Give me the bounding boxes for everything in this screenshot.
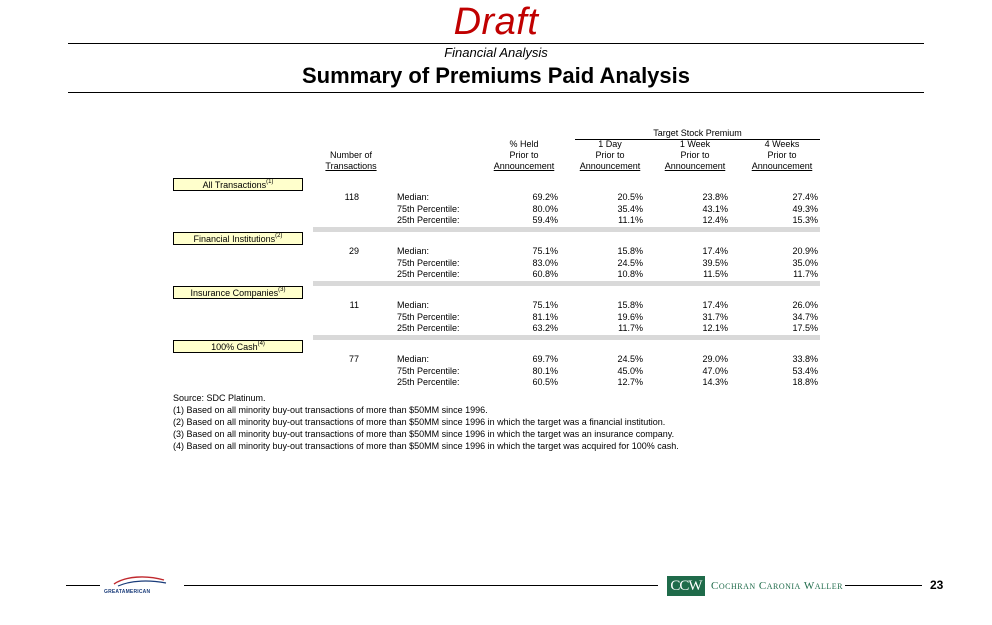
value-held: 59.4%	[532, 215, 558, 225]
draft-watermark: Draft	[453, 1, 539, 43]
stat-label: 25th Percentile:	[397, 269, 460, 279]
value-four-weeks: 33.8%	[792, 354, 818, 364]
logo-swoosh-red	[114, 577, 164, 584]
category-label-box	[173, 286, 303, 299]
value-held: 69.2%	[532, 192, 558, 202]
value-four-weeks: 53.4%	[792, 365, 818, 376]
category-label: Insurance Companies	[190, 288, 279, 298]
category-footnote-marker: (3)	[278, 287, 286, 293]
title-rule	[68, 92, 924, 93]
value-one-week: 14.3%	[702, 377, 728, 387]
footnote-line: (1) Based on all minority buy-out transactions of more than $50MM since 1996.	[173, 405, 488, 415]
stat-label: 75th Percentile:	[397, 311, 460, 322]
transaction-count: 29	[348, 246, 359, 256]
value-one-week: 43.1%	[702, 203, 728, 214]
value-four-weeks: 26.0%	[792, 300, 818, 310]
value-four-weeks: 18.8%	[792, 377, 818, 387]
value-four-weeks: 27.4%	[792, 192, 818, 202]
value-one-day: 35.4%	[617, 203, 643, 214]
value-four-weeks: 20.9%	[792, 246, 818, 256]
col-one-day-line1: 1 Day	[598, 139, 622, 149]
value-held: 80.1%	[532, 365, 558, 376]
section-separator-band	[313, 281, 820, 286]
col-held-line2: Prior to	[509, 150, 539, 160]
stat-label: 25th Percentile:	[397, 377, 460, 387]
stat-label: 75th Percentile:	[397, 365, 460, 376]
value-held: 83.0%	[532, 257, 558, 268]
value-four-weeks: 15.3%	[792, 215, 818, 225]
value-held: 75.1%	[532, 300, 558, 310]
stat-label: 25th Percentile:	[397, 323, 460, 333]
footer-rule-right	[845, 585, 922, 586]
footnote-line: (2) Based on all minority buy-out transactions of more than $50MM since 1996 in which the target was a financial institution.	[173, 417, 666, 427]
footnote-line: (3) Based on all minority buy-out transactions of more than $50MM since 1996 in which the target was an insurance company.	[173, 429, 675, 439]
logo-swoosh-blue	[118, 581, 166, 586]
value-one-day: 24.5%	[617, 354, 643, 364]
stat-label: Median:	[397, 300, 430, 310]
category-footnote-marker: (2)	[275, 233, 283, 239]
footer-rule-middle	[184, 585, 658, 586]
value-one-week: 29.0%	[702, 354, 728, 364]
page-title: Summary of Premiums Paid Analysis	[302, 63, 690, 88]
category-label-box	[173, 232, 303, 245]
value-one-week: 23.8%	[702, 192, 728, 202]
page-number: 23	[930, 578, 944, 592]
category-label: Financial Institutions	[193, 234, 276, 244]
value-one-week: 12.1%	[702, 323, 728, 333]
value-held: 75.1%	[532, 246, 558, 256]
col-held-line3: Announcement	[493, 161, 555, 171]
value-one-day: 24.5%	[617, 257, 643, 268]
value-one-week: 17.4%	[702, 300, 728, 310]
value-one-day: 19.6%	[617, 311, 643, 322]
col-one-day-line3: Announcement	[579, 161, 641, 171]
value-one-day: 45.0%	[617, 365, 643, 376]
col-one-day-line2: Prior to	[595, 150, 625, 160]
value-one-day: 15.8%	[617, 246, 643, 256]
value-four-weeks: 35.0%	[792, 257, 818, 268]
value-held: 81.1%	[532, 311, 558, 322]
category-label: 100% Cash	[211, 342, 258, 352]
value-held: 69.7%	[532, 354, 558, 364]
value-one-day: 12.7%	[617, 377, 643, 387]
value-held: 60.8%	[532, 269, 558, 279]
value-one-week: 31.7%	[702, 311, 728, 322]
value-held: 80.0%	[532, 203, 558, 214]
category-footnote-marker: (4)	[257, 341, 265, 347]
ccw-logo-mark: CCW	[667, 576, 705, 596]
col-one-week-line3: Announcement	[664, 161, 726, 171]
transaction-count: 77	[348, 354, 359, 364]
stat-label: Median:	[397, 354, 430, 364]
category-footnote-marker: (1)	[266, 179, 274, 185]
header-rule	[68, 43, 924, 44]
value-one-week: 47.0%	[702, 365, 728, 376]
value-held: 60.5%	[532, 377, 558, 387]
col-held-line1: % Held	[509, 139, 539, 149]
transaction-count: 11	[349, 300, 359, 310]
value-one-day: 20.5%	[617, 192, 643, 202]
col-transactions-line2: Transactions	[325, 161, 377, 171]
stat-label: 25th Percentile:	[397, 215, 460, 225]
stat-label: 75th Percentile:	[397, 257, 460, 268]
stat-label: 75th Percentile:	[397, 203, 460, 214]
section-separator-band	[313, 227, 820, 232]
category-label-box	[173, 340, 303, 353]
value-four-weeks: 34.7%	[792, 311, 818, 322]
col-four-weeks-line1: 4 Weeks	[764, 139, 800, 149]
category-label: All Transactions	[202, 180, 267, 190]
col-four-weeks-line3: Announcement	[751, 161, 813, 171]
col-one-week-line1: 1 Week	[679, 139, 711, 149]
col-four-weeks-line2: Prior to	[767, 150, 797, 160]
footnote-line: Source: SDC Platinum.	[173, 393, 266, 403]
value-one-week: 39.5%	[702, 257, 728, 268]
value-one-day: 15.8%	[617, 300, 643, 310]
firm-name: Cochran Caronia Waller	[711, 580, 844, 592]
footnote-line: (4) Based on all minority buy-out transactions of more than $50MM since 1996 in which the target was acquired for 100% cash.	[173, 441, 679, 451]
value-one-day: 10.8%	[617, 269, 643, 279]
transaction-count: 118	[344, 192, 359, 202]
value-four-weeks: 49.3%	[792, 203, 818, 214]
stat-label: Median:	[397, 246, 430, 256]
col-transactions-line1: Number of	[329, 150, 373, 160]
value-one-week: 11.5%	[703, 269, 728, 279]
group-header-target-stock-premium: Target Stock Premium	[653, 128, 742, 138]
section-separator-band	[313, 335, 820, 340]
value-held: 63.2%	[532, 323, 558, 333]
value-one-week: 12.4%	[702, 215, 728, 225]
value-four-weeks: 11.7%	[793, 269, 818, 279]
value-four-weeks: 17.5%	[792, 323, 818, 333]
stat-label: Median:	[397, 192, 430, 202]
col-one-week-line2: Prior to	[680, 150, 710, 160]
great-american-wordmark: GREATAMERICAN	[104, 589, 151, 595]
footer-rule-left	[66, 585, 100, 586]
value-one-week: 17.4%	[702, 246, 728, 256]
value-one-day: 11.1%	[618, 215, 643, 225]
category-label-box	[173, 178, 303, 191]
section-subtitle: Financial Analysis	[444, 45, 548, 60]
value-one-day: 11.7%	[618, 323, 643, 333]
